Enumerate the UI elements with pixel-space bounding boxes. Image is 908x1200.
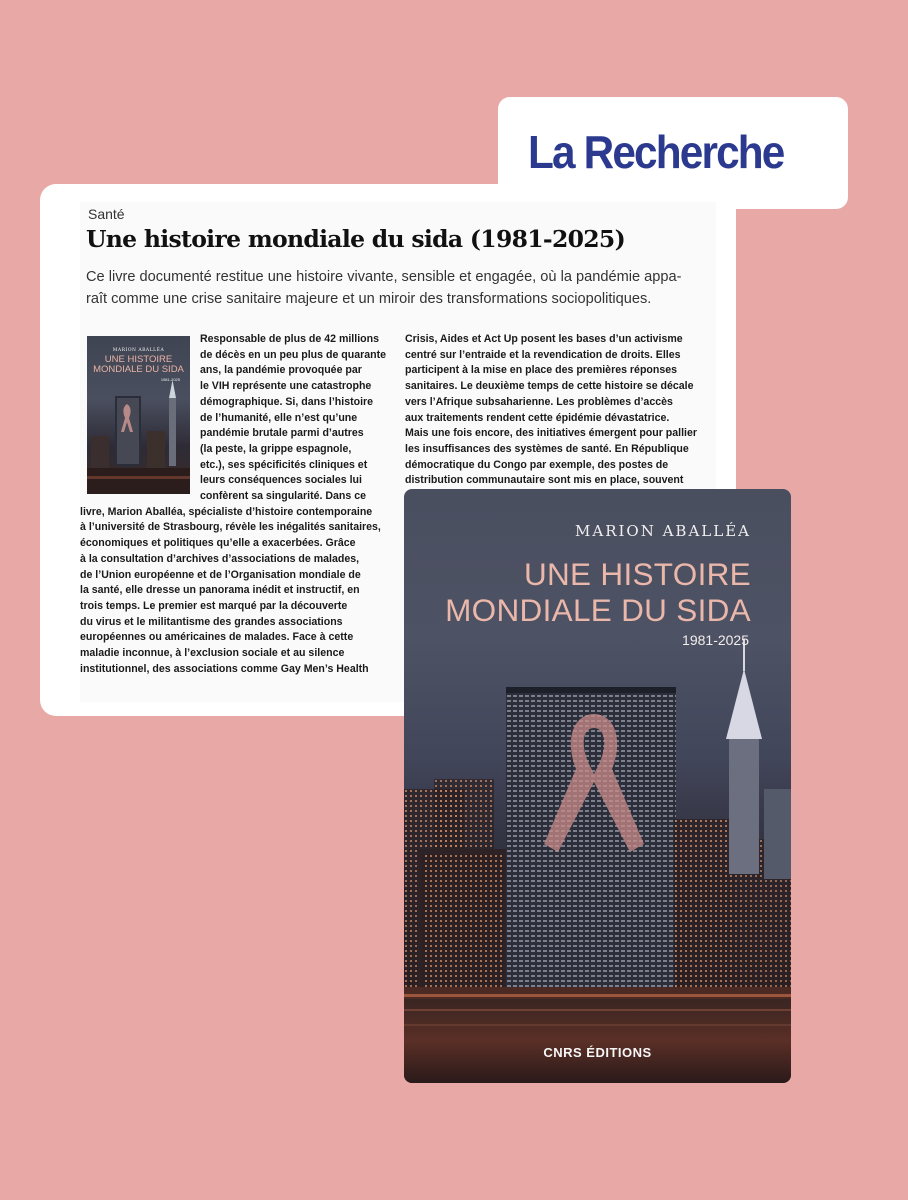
thumbnail-author: MARION ABALLÉA	[112, 348, 165, 353]
article-column-1: Responsable de plus de 42 millions de décès en un peu plus de quarante ans, la pandémie provoquée par le VIH représente une catastrophe démographique. Si, dans l’histoire de l’humanité, elle n’est qu’une pandémie brutale parmi d’autres (la peste, la grippe espagnole, etc.), ses spécificités cliniques et leurs conséquences sociales lui confèrent sa singularité. Dans ce livre, Marion Aballéa, spécialiste d’histoire contemporaine à l’université de Strasbourg, révèle les inégalités sanitaires, économiques et politiques qu’elle a exacerbées. Grâce à la consultation d’archives d’associations de malades, de l’Union européenne et de l’Organisation mondiale de la santé, elle dresse un panorama inédit et instructif, en trois temps. Le premier est marqué par la découverte du virus et le militantisme des grandes associations européennes ou américaines de malades. Face à cette maladie inconnue, à l’exclusion sociale et au silence institutionnel, des associations comme Gay Men’s Health	[80, 333, 387, 675]
article-headline: Une histoire mondiale du sida (1981-2025)	[86, 225, 625, 253]
lede-line: raît comme une crise sanitaire majeure et un miroir des transformations sociopolitiques.	[86, 291, 652, 307]
cover-years: 1981-2025	[682, 632, 749, 648]
book-cover	[404, 489, 791, 1083]
lede-line: Ce livre documenté restitue une histoire vivante, sensible et engagée, où la pandémie appa-	[86, 269, 682, 285]
article-lede	[86, 266, 716, 310]
article-section: Santé	[88, 206, 125, 222]
thumbnail-title: UNE HISTOIRE MONDIALE DU SIDA	[93, 354, 184, 375]
cover-title: UNE HISTOIRE MONDIALE DU SIDA	[445, 556, 751, 628]
publisher-logo: CNRS ÉDITIONS	[543, 1045, 652, 1060]
cover-author: MARION ABALLÉA	[575, 522, 751, 540]
magazine-logo: La Recherche	[528, 126, 784, 178]
article-column-2: Crisis, Aides et Act Up posent les bases d’un activisme centré sur l’entraide et la revendication de droits. Elles participent à la mise en place des premières réponses sanitaires. Le deuxième temps de cette histoire se décale vers l’Afrique subsaharienne. Les problèmes d’accès aux traitements rendent cette épidémie dévastatrice. Mais une fois encore, des initiatives émergent pour pallier les insuffisances des systèmes de santé. En République démocratique du Congo par exemple, des postes de distribution communautaire sont mis en place, souvent	[405, 333, 698, 487]
thumbnail-years: 1981-2025	[160, 377, 180, 382]
